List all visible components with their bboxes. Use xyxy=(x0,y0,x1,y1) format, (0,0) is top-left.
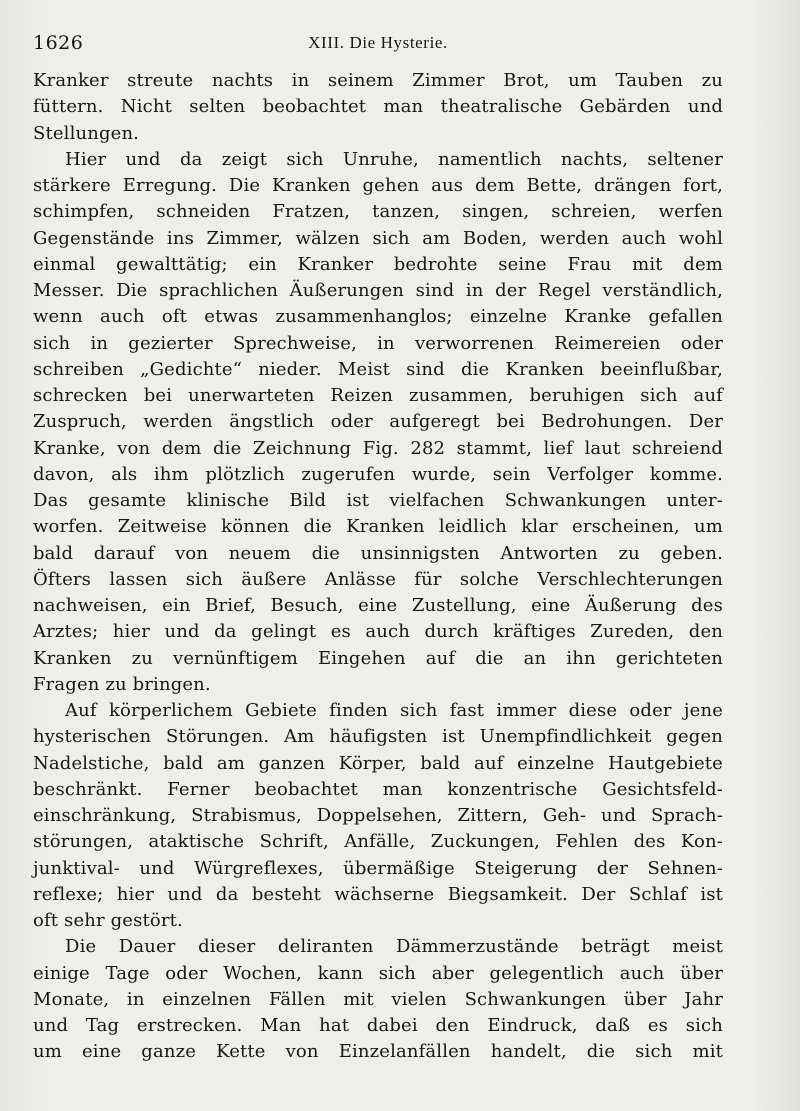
text-line: einschränkung, Strabismus, Doppelsehen, Zittern, Geh- und Sprach- xyxy=(33,805,723,826)
text-line: worfen. Zeitweise können die Kranken leidlich klar erscheinen, um xyxy=(33,516,723,538)
text-line: junktival- und Würgreflexes, übermäßige Steigerung der Sehnen- xyxy=(33,857,723,879)
text-line: Gegenstände ins Zimmer, wälzen sich am Boden, werden auch wohl xyxy=(33,227,723,249)
text-line: davon, als ihm plötzlich zugerufen wurde, sein Verfolger komme. xyxy=(33,463,723,485)
text-line: Kranken zu vernünftigem Eingehen auf die an ihn gerichteten xyxy=(33,647,723,669)
page-number: 1626 xyxy=(33,32,84,54)
text-line: Stellungen. xyxy=(33,122,140,144)
text-line: Kranker streute nachts in seinem Zimmer Brot, um Tauben zu xyxy=(33,70,723,91)
text-line: um eine ganze Kette von Einzelanfällen handelt, die sich mit xyxy=(33,1041,723,1063)
text-line: beschränkt. Ferner beobachtet man konzentrische Gesichtsfeld- xyxy=(33,778,723,800)
text-line: einmal gewalttätig; ein Kranker bedrohte seine Frau mit dem xyxy=(33,253,723,275)
text-line: störungen, ataktische Schrift, Anfälle, Zuckungen, Fehlen des Kon- xyxy=(33,831,723,853)
text-line: Kranke, von dem die Zeichnung Fig. 282 stammt, lief laut schreiend xyxy=(33,437,723,459)
text-line: Das gesamte klinische Bild ist vielfachen Schwankungen unter- xyxy=(33,490,723,511)
text-line: Öfters lassen sich äußere Anlässe für solche Verschlechterungen xyxy=(33,568,723,590)
text-line: Arztes; hier und da gelingt es auch durch kräftiges Zureden, den xyxy=(33,621,723,643)
text-line: bald darauf von neuem die unsinnigsten Antworten zu geben. xyxy=(33,542,723,564)
text-line: Zuspruch, werden ängstlich oder aufgeregt bei Bedrohungen. Der xyxy=(33,411,723,433)
text-line: schrecken bei unerwarteten Reizen zusammen, beruhigen sich auf xyxy=(33,385,723,406)
text-line: sich in gezierter Sprechweise, in verworrenen Reimereien oder xyxy=(33,332,723,354)
text-line: Hier und da zeigt sich Unruhe, namentlich nachts, seltener xyxy=(65,148,723,170)
text-line: füttern. Nicht selten beobachtet man theatralische Gebärden und xyxy=(33,96,723,118)
text-line: Fragen zu bringen. xyxy=(33,673,211,695)
body-text xyxy=(33,68,723,1066)
text-line: Die Dauer dieser deliranten Dämmerzustände beträgt meist xyxy=(65,936,723,958)
text-line: wenn auch oft etwas zusammenhanglos; einzelne Kranke gefallen xyxy=(33,306,723,328)
text-line: und Tag erstrecken. Man hat dabei den Eindruck, daß es sich xyxy=(33,1015,723,1036)
text-line: oft sehr gestört. xyxy=(33,910,183,931)
text-line: Auf körperlichem Gebiete finden sich fast immer diese oder jene xyxy=(65,700,723,721)
page-header xyxy=(33,32,723,56)
text-line: nachweisen, ein Brief, Besuch, eine Zustellung, eine Äußerung des xyxy=(33,595,723,616)
text-line: Messer. Die sprachlichen Äußerungen sind in der Regel verständlich, xyxy=(33,280,723,301)
text-line: hysterischen Störungen. Am häufigsten ist Unempfindlichkeit gegen xyxy=(33,726,723,748)
text-line: Nadelstiche, bald am ganzen Körper, bald auf einzelne Hautgebiete xyxy=(33,752,723,774)
running-title: XIII. Die Hysterie. xyxy=(308,33,448,52)
text-line: reflexe; hier und da besteht wächserne Biegsamkeit. Der Schlaf ist xyxy=(33,883,723,905)
text-line: schimpfen, schneiden Fratzen, tanzen, singen, schreien, werfen xyxy=(33,201,723,223)
text-line: Monate, in einzelnen Fällen mit vielen Schwankungen über Jahr xyxy=(33,988,723,1010)
text-line: stärkere Erregung. Die Kranken gehen aus dem Bette, drängen fort, xyxy=(33,175,723,196)
text-line: einige Tage oder Wochen, kann sich aber gelegentlich auch über xyxy=(33,962,723,984)
text-line: schreiben „Gedichte“ nieder. Meist sind die Kranken beeinflußbar, xyxy=(33,358,723,380)
